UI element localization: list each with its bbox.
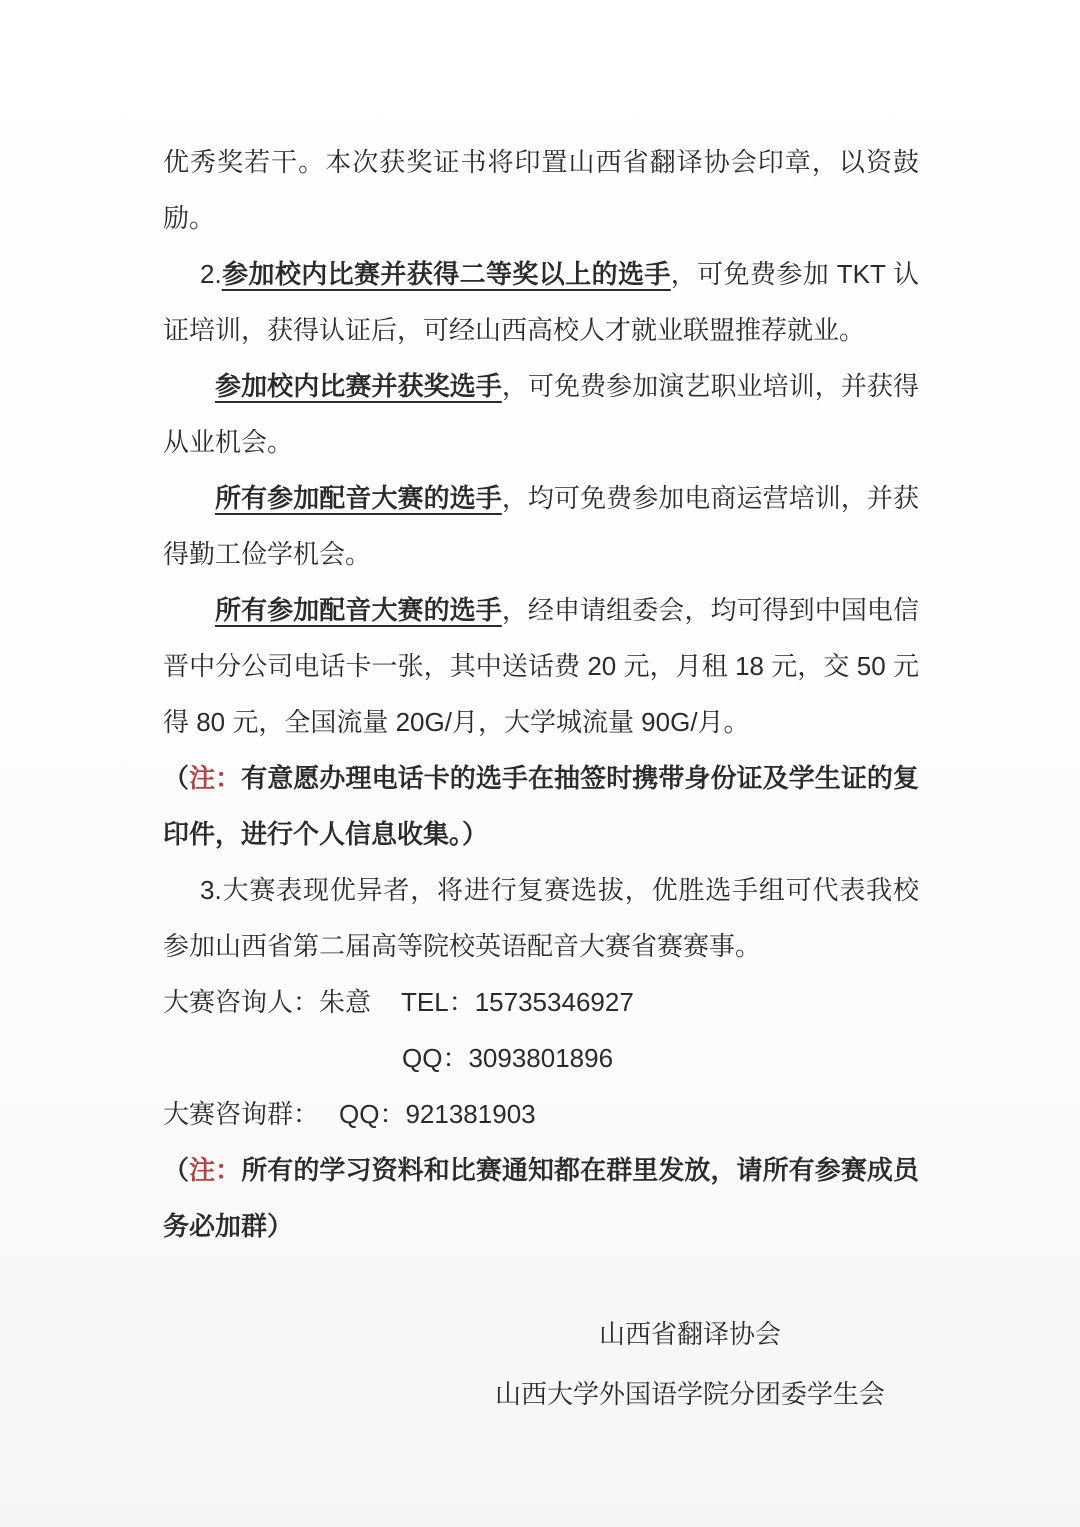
contact-group-label: 大赛咨询群： xyxy=(163,1099,320,1129)
contact-person-qq-number: 3093801896 xyxy=(468,1043,614,1073)
note1-body-text: 有意愿办理电话卡的选手在抽签时携带身份证及学生证的复印件，进行个人信息收集。） xyxy=(163,763,919,849)
note2-open-paren: （ xyxy=(163,1155,190,1185)
item2-number: 2. xyxy=(200,259,222,289)
contact-person-label: 大赛咨询人： xyxy=(163,987,320,1017)
paragraph-contact-group xyxy=(163,1086,919,1142)
paragraph-benefit-award xyxy=(163,358,919,470)
benefit-all-1-rest-text: ，均可免费参加电商运营培训，并获得勤工俭学机会。 xyxy=(163,483,919,569)
paragraph-award-intro: 优秀奖若干。本次获奖证书将印置山西省翻译协会印章，以资鼓励。 xyxy=(163,147,919,233)
paragraph-contact-person-qq xyxy=(163,1030,919,1086)
benefit-all-2-rest-text: ，经申请组委会，均可得到中国电信晋中分公司电话卡一张，其中送话费 20 元，月租 18 元，交 50 元得 80 元，全国流量 20G/月，大学城流量 90G/月。 xyxy=(163,595,919,737)
note2-red-label: 注： xyxy=(189,1155,242,1185)
benefit-award-highlight-phrase: 参加校内比赛并获奖选手 xyxy=(215,371,502,401)
signature-block xyxy=(463,1304,917,1424)
paragraph-item3: 3.大赛表现优异者，将进行复赛选拔，优胜选手组可代表我校参加山西省第二届高等院校英语配音大赛省赛赛事。 xyxy=(163,875,919,961)
signature-org2: 山西大学外国语学院分团委学生会 xyxy=(494,1379,885,1409)
note2-body-text: 所有的学习资料和比赛通知都在群里发放，请所有参赛成员务必加群） xyxy=(163,1155,919,1241)
item2-highlight-phrase: 参加校内比赛并获得二等奖以上的选手 xyxy=(221,259,671,289)
document-body xyxy=(163,134,919,1424)
contact-group-qq-label: QQ： xyxy=(339,1099,406,1129)
benefit-award-rest-text: ，可免费参加演艺职业培训，并获得从业机会。 xyxy=(163,371,919,457)
paragraph-item2 xyxy=(163,246,919,358)
benefit-all-1-highlight-phrase: 所有参加配音大赛的选手 xyxy=(215,483,502,513)
paragraph-note-phonecard xyxy=(163,750,919,862)
note1-red-label: 注： xyxy=(189,763,242,793)
contact-person-tel-label: TEL： xyxy=(401,987,475,1017)
contact-person-qq-label: QQ： xyxy=(402,1043,469,1073)
contact-group-qq-number: 921381903 xyxy=(405,1099,536,1129)
contact-person-name: 朱意 xyxy=(319,987,372,1017)
item2-rest-text: ，可免费参加 TKT 认证培训，获得认证后，可经山西高校人才就业联盟推荐就业。 xyxy=(163,259,919,345)
paragraph-note-group xyxy=(163,1142,919,1254)
note1-open-paren: （ xyxy=(163,763,190,793)
paragraph-benefit-all-1 xyxy=(163,470,919,582)
benefit-all-2-highlight-phrase: 所有参加配音大赛的选手 xyxy=(215,595,502,625)
paragraph-benefit-all-2 xyxy=(163,582,919,750)
contact-person-tel-number: 15735346927 xyxy=(474,987,634,1017)
paragraph-contact-person xyxy=(163,974,919,1030)
signature-org1: 山西省翻译协会 xyxy=(598,1319,781,1349)
